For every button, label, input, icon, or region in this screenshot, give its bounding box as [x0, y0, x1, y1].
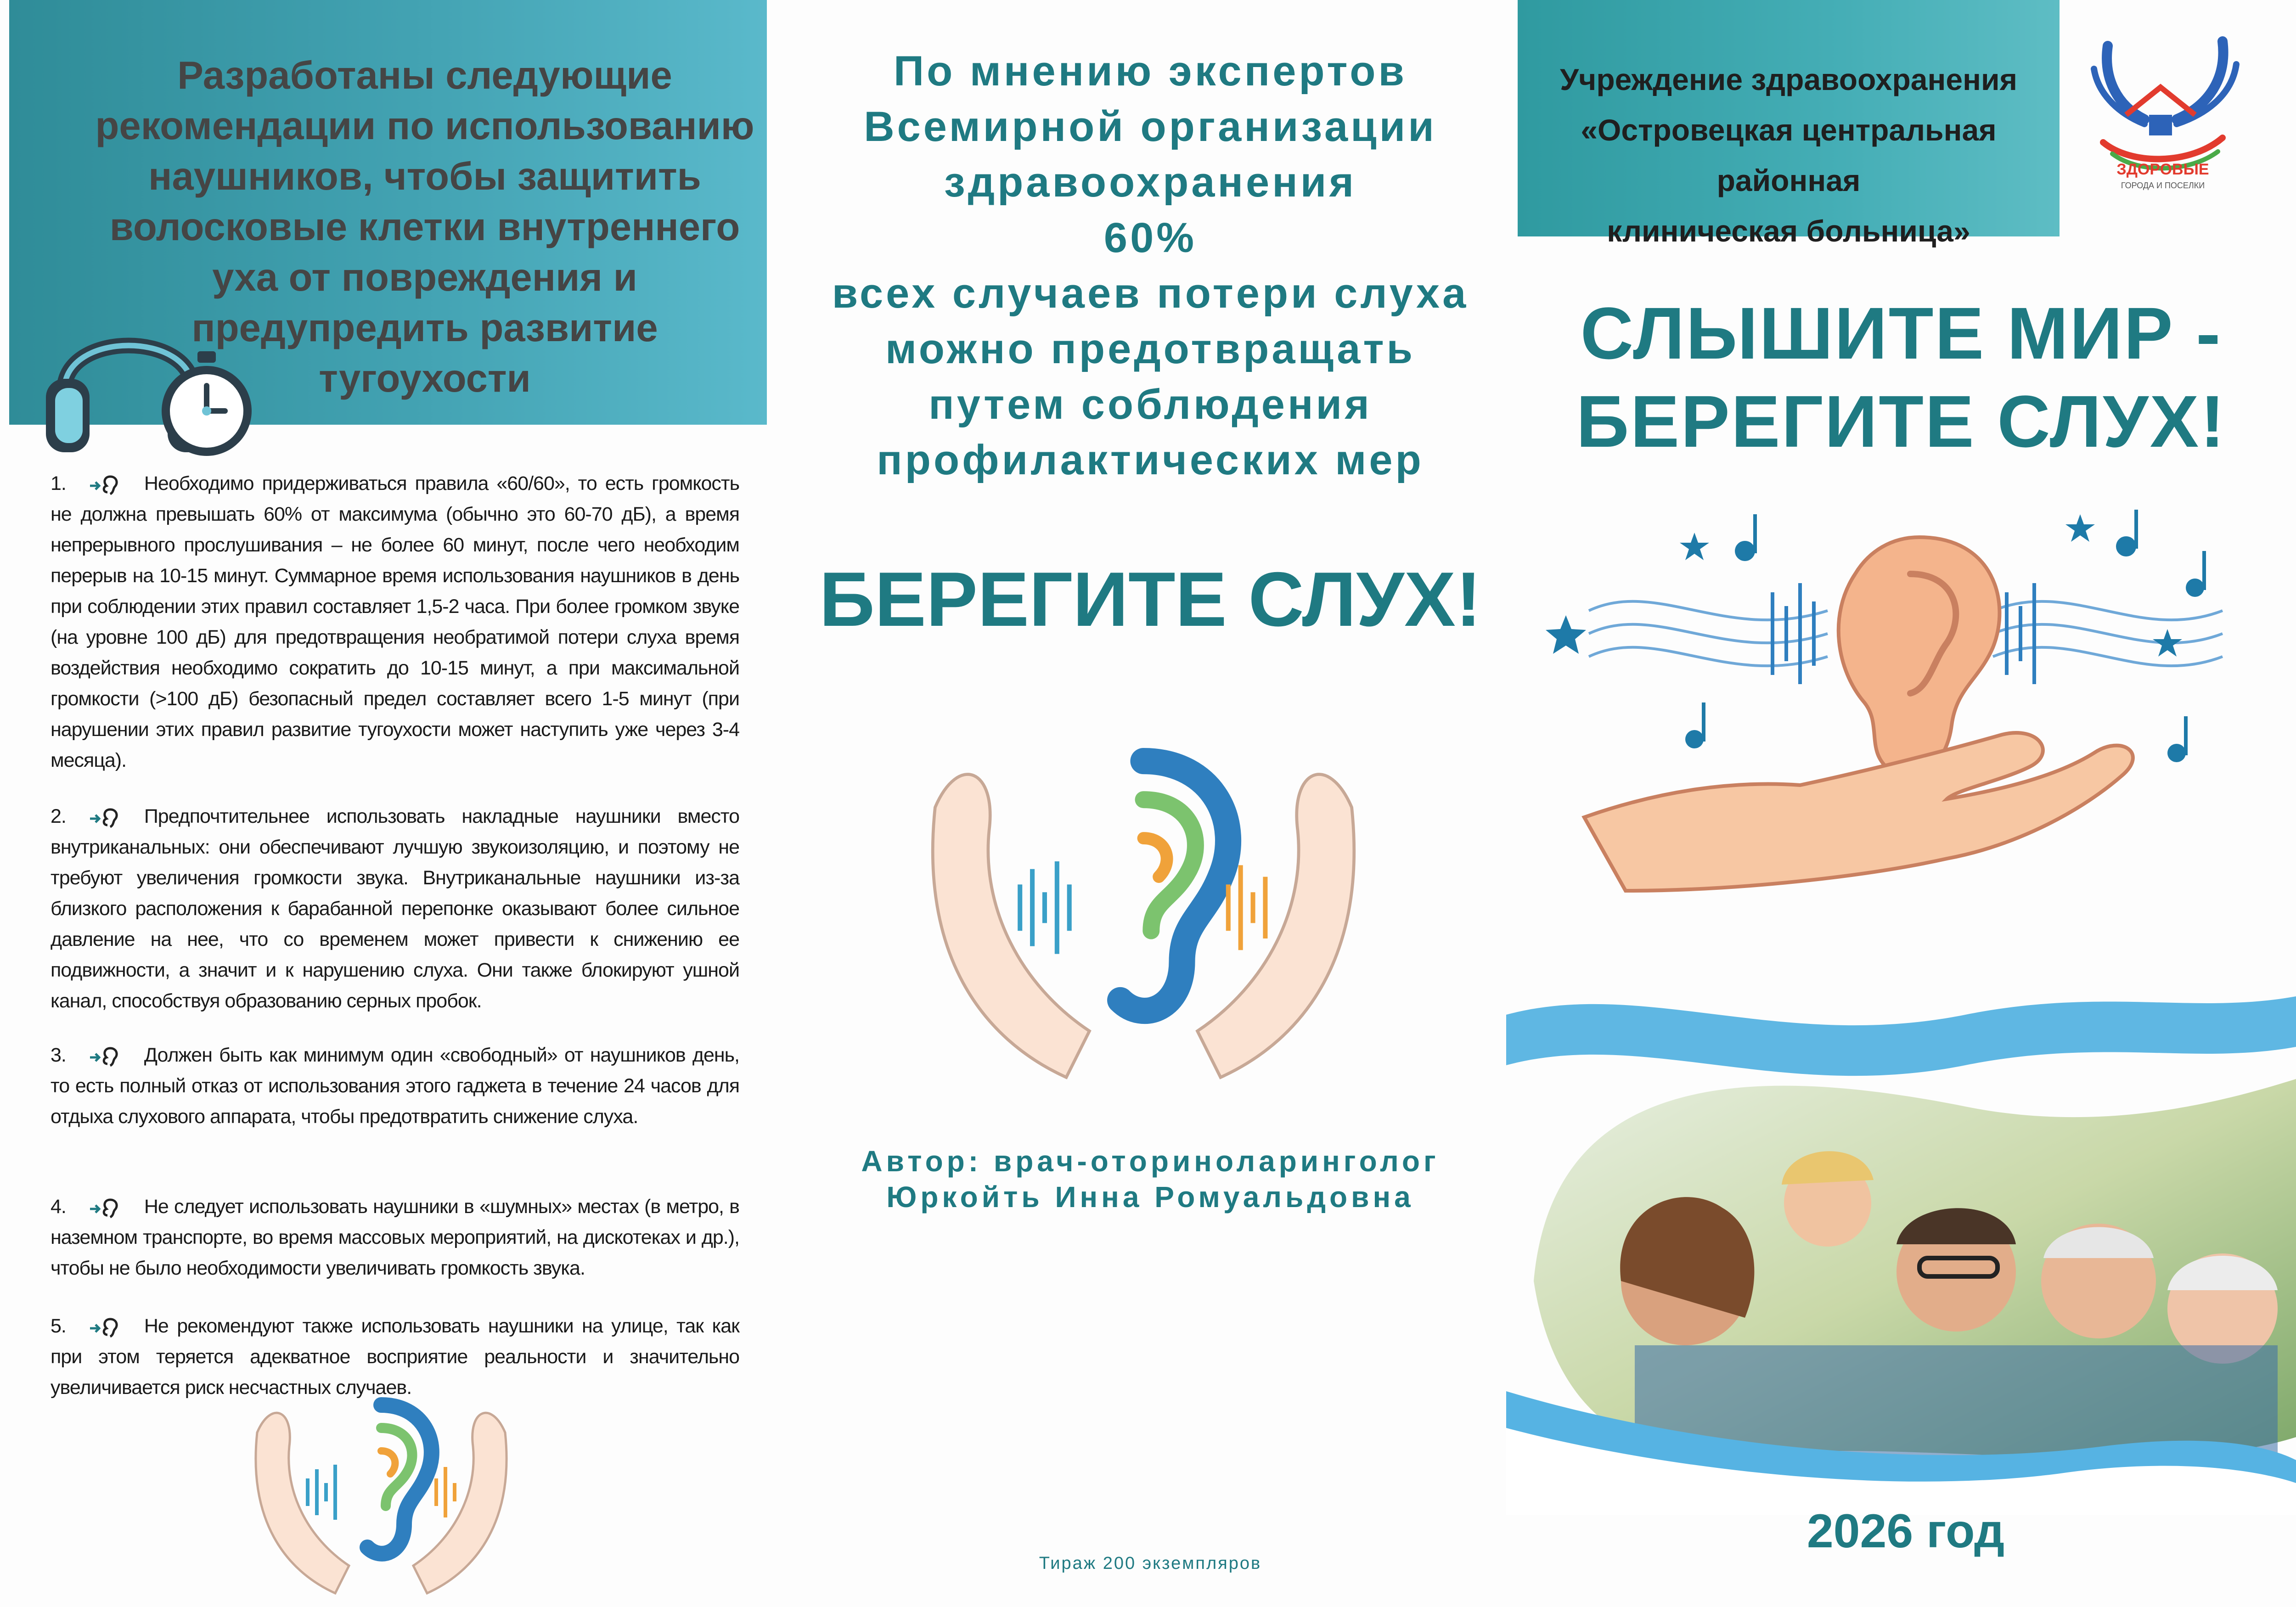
ear-bullet-icon	[89, 1197, 121, 1219]
recommendation-3: 3. Должен быть как минимум один «свободный» от наушников день, то есть полный отказ от использования этого гаджета в течение 24 часов для отдыха слухового аппарата, чтобы предотвратить снижение слуха.	[51, 1044, 739, 1128]
logo-text: ЗДОРОВЫЕ	[2116, 161, 2209, 178]
ear-bullet-icon	[89, 1045, 121, 1068]
institution-name: Учреждение здравоохранения «Островецкая центральная районная клиническая больница»	[1559, 62, 2018, 248]
ear-bullet-icon	[89, 1316, 121, 1338]
who-quote: По мнению экспертов Всемирной организации здравоохранения 60% всех случаев потери слуха можно предотвращать путем соблюдения профилактических мер	[832, 48, 1469, 483]
hands-ear-illustration	[882, 707, 1405, 1093]
left-header-title: Разработаны следующие рекомендации по использованию наушников, чтобы защитить волосковые клетки внутреннего уха от повреждения и предупредить развитие тугоухости	[95, 54, 754, 400]
recommendation-4: 4. Не следует использовать наушники в «шумных» местах (в метро, в наземном транспорте, во время массовых мероприятий, на дискотеках и др.), чтобы не было необходимости увеличивать громкость звука.	[51, 1196, 739, 1279]
hands-ear-illustration	[230, 1373, 533, 1602]
middle-title: БЕРЕГИТЕ СЛУХ!	[819, 556, 1481, 642]
main-slogan: СЛЫШИТЕ МИР - БЕРЕГИТЕ СЛУХ!	[1576, 292, 2226, 462]
print-run: Тираж 200 экземпляров	[1039, 1554, 1262, 1573]
recommendation-1: 1. Необходимо придерживаться правила «60/60», то есть громкость не должна превышать 60% от максимума (обычно это 60-70 дБ), а время непрерывного прослушивания – не более 60 минут, после чего необходим перерыв на 10-15 минут. Суммарное время использования наушников в день при соблюдении этих правил составляет 1,5-2 часа. При более громком звуке (на уровне 100 дБ) для предотвращения необратимой потери слуха время воздействия необходимо сократить до 10-15 минут, а при максимальной громкости (>100 дБ) безопасный предел составляет всего 1-5 минут (при нарушении этих правил развитие тугоухости может наступить уже через 3-4 месяца).	[51, 472, 739, 771]
author-block: Автор: врач-оториноларинголог Юркойть Инна Ромуальдовна	[861, 1145, 1440, 1214]
ear-bullet-icon	[89, 807, 121, 829]
recommendation-5: 5. Не рекомендуют также использовать наушники на улице, так как при этом теряется адекватное восприятие реальности и значительно увеличивается риск несчастных случаев.	[51, 1315, 739, 1399]
stopwatch-icon	[152, 349, 262, 459]
year-label: 2026 год	[1806, 1505, 2005, 1558]
family-photo	[1506, 987, 2296, 1515]
ear-hand-music-illustration	[1543, 496, 2232, 941]
ear-bullet-icon	[89, 474, 121, 496]
recommendation-2: 2. Предпочтительнее использовать накладные наушники вместо внутриканальных: они обеспечивают лучшую звукоизоляцию, и поэтому не требуют увеличения громкости звука. Внутриканальные наушники из-за близкого расположения к барабанной перепонке оказывают более сильное давление на нее, что со временем может привести к снижению ее подвижности, а значит и к нарушению слуха. Они также блокируют ушной канал, способствуя образованию серных пробок.	[51, 805, 739, 1012]
logo-emblem	[2076, 28, 2250, 193]
logo-subtext: ГОРОДА И ПОСЕЛКИ	[2121, 181, 2205, 190]
